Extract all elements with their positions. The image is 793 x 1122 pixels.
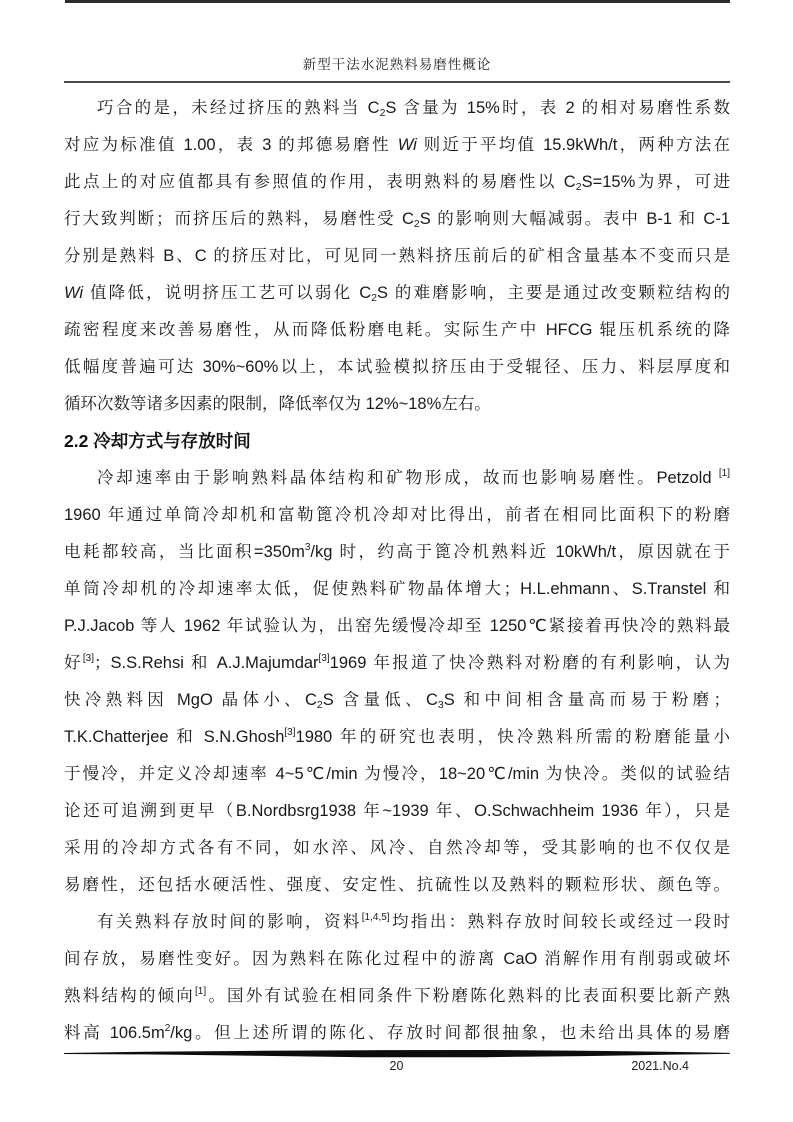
text-line: 熟料结构的倾向[1]。国外有试验在相同条件下粉磨陈化熟料的比表面积要比新产熟 <box>64 986 730 1005</box>
text-line: 冷却速率由于影响熟料晶体结构和矿物形成，故而也影响易磨性。Petzold [1] <box>97 468 730 487</box>
text-line: 巧合的是，未经过挤压的熟料当 $C_2S$ 含量为 15%时，表 2 的相对易磨性系数 <box>97 99 730 119</box>
text-line: 疏密程度来改善易磨性，从而降低粉磨电耗。实际生产中 HFCG 辊压机系统的降 <box>64 321 730 339</box>
text-line: 单筒冷却机的冷却速率太低，促使熟料矿物晶体增大；H.L.ehmann、S.Transtel 和 <box>64 580 730 598</box>
text-line: 1960 年通过单筒冷却机和富勒篦冷机冷却对比得出，前者在相同比面积下的粉磨 <box>64 506 730 524</box>
section-heading: 2.2 冷却方式与存放时间 <box>64 431 251 451</box>
document-body <box>64 90 730 1052</box>
text-line: 于慢冷，并定义冷却速率 4~5℃/min 为慢冷，18~20℃/min 为快冷。类似的试验结 <box>64 765 730 783</box>
text-line: 行大致判断；而挤压后的熟料，易磨性受 $C_2S$ 的影响则大幅减弱。表中 B-1 和 C-1 <box>64 210 730 230</box>
top-rule <box>65 0 730 3</box>
text-line: 此点上的对应值都具有参照值的作用，表明熟料的易磨性以 $C_2S=15\%$为界，可进 <box>64 173 730 193</box>
issue-label: 2021.No.4 <box>631 1059 689 1073</box>
text-line: Wi 值降低，说明挤压工艺可以弱化 $C_2S$ 的难磨影响，主要是通过改变颗粒结构的 <box>64 284 730 304</box>
text-line: 低幅度普遍可达 30%~60%以上，本试验模拟挤压由于受辊径、压力、料层厚度和 <box>64 358 730 376</box>
text-line: 易磨性，还包括水硬活性、强度、安定性、抗硫性以及熟料的颗粒形状、颜色等。 <box>64 876 730 894</box>
text-line: 好[3]；S.S.Rehsi 和 A.J.Majumdar[3]1969 年报道了快冷熟料对粉磨的有利影响，认为 <box>64 653 730 672</box>
running-head-title: 新型干法水泥熟料易磨性概论 <box>302 57 492 72</box>
text-line: 快冷熟料因 MgO 晶体小、$C_2S$ 含量低、$C_3S$ 和中间相含量高而易于粉磨； <box>64 691 730 711</box>
page-number: 20 <box>389 1059 404 1073</box>
text-line: 循环次数等诸多因素的限制，降低率仅为 12%~18%左右。 <box>64 395 491 413</box>
text-line: 有关熟料存放时间的影响，资料[1,4,5]均指出：熟料存放时间较长或经过一段时 <box>97 912 730 931</box>
text-line: 分别是熟料 B、C 的挤压对比，可见同一熟料挤压前后的矿相含量基本不变而只是 <box>64 247 730 265</box>
text-line: 料高 $106.5m^2/kg$。但上述所谓的陈化、存放时间都很抽象，也未给出具体的易磨 <box>64 1023 730 1042</box>
header-rule <box>64 81 730 83</box>
text-line: P.J.Jacob 等人 1962 年试验认为，出窑先缓慢冷却至 1250℃紧接着再快冷的熟料最 <box>64 617 730 635</box>
footer-rule <box>64 1049 730 1059</box>
text-line: 论还可追溯到更早（B.Nordbsrg1938 年~1939 年、O.Schwachheim 1936 年），只是 <box>64 802 730 820</box>
text-line: 采用的冷却方式各有不同，如水淬、风冷、自然冷却等，受其影响的也不仅仅是 <box>64 839 730 857</box>
text-line: 电耗都较高，当比面积$=350m^3/kg$ 时，约高于篦冷机熟料近 10kWh/t，原因就在于 <box>64 542 730 561</box>
text-line: T.K.Chatterjee 和 S.N.Ghosh[3]1980 年的研究也表明，快冷熟料所需的粉磨能量小 <box>64 727 730 746</box>
page-footer <box>0 1059 793 1079</box>
text-line: 间存放，易磨性变好。因为熟料在陈化过程中的游离 CaO 消解作用有削弱或破坏 <box>64 950 730 968</box>
text-line: 对应为标准值 1.00，表 3 的邦德易磨性 Wi 则近于平均值 15.9kWh/t，两种方法在 <box>64 136 730 154</box>
